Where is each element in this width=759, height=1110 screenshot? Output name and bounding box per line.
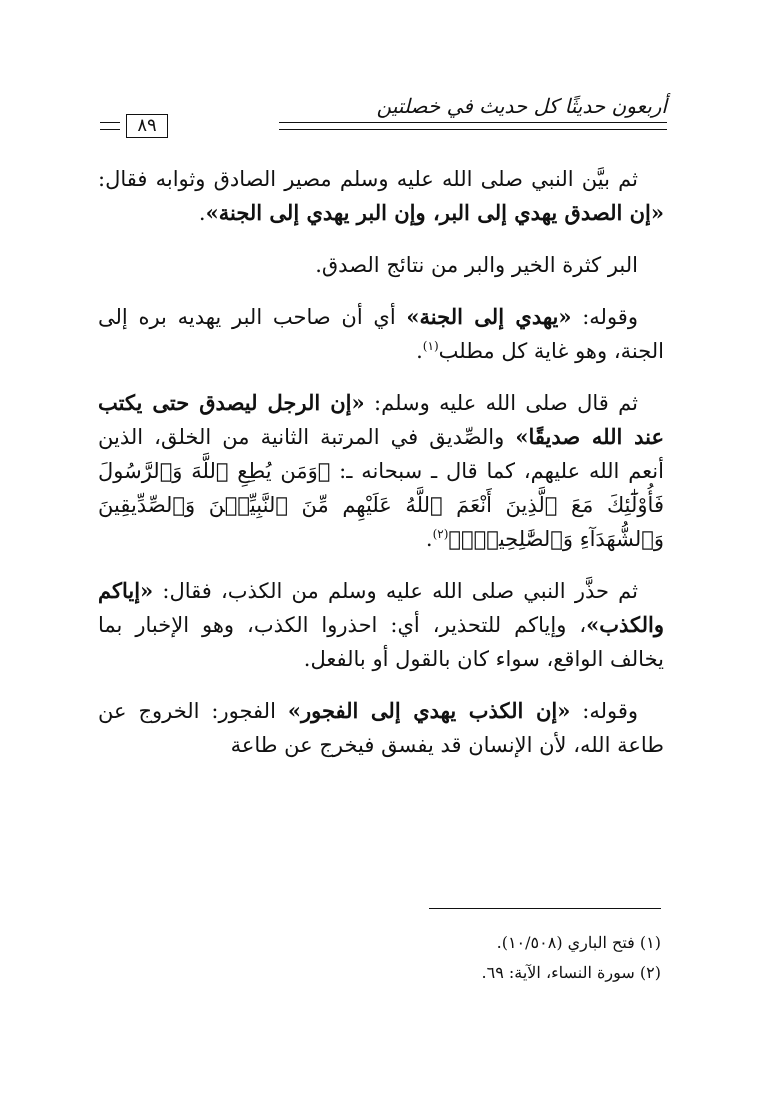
- header-rule: [279, 122, 667, 130]
- hadith-quote: «إن الرجل ليصدق حتى يكتب عند الله صديقًا»: [98, 390, 664, 449]
- quran-verse-context: والصِّديق في المرتبة الثانية من الخلق، الذين أنعم الله عليهم، كما قال ـ سبحانه ـ: ﴿وَمَن يُطِعِ ٱللَّهَ وَٱلرَّسُولَ فَأُوْلَٰٓئِكَ مَعَ ٱلَّذِينَ أَنْعَمَ ٱللَّهُ عَلَيْهِم مِّنَ ٱلنَّبِيِّـۧنَ وَٱلصِّدِّيقِينَ وَٱلشُّهَدَآءِ وَٱلصَّٰلِحِينَۚ﴾: [98, 425, 664, 551]
- header-rule-left: [100, 122, 120, 130]
- footnote-1: (١) فتح الباري (١٠/٥٠٨).: [496, 933, 661, 952]
- footnote-ref-2: (٢): [432, 527, 449, 541]
- footnote-separator: [429, 908, 661, 909]
- page-number: ٨٩: [126, 114, 168, 138]
- page-body: [98, 162, 664, 774]
- paragraph-3: وقوله: «يهدي إلى الجنة» أي أن صاحب البر يهديه بره إلى الجنة، وهو غاية كل مطلب$^{(١)}$.: [98, 304, 664, 363]
- footnotes: [95, 928, 661, 988]
- hadith-quote: «إن الصدق يهدي إلى البر، وإن البر يهدي إلى الجنة»: [205, 200, 664, 225]
- paragraph-5: ثم حذَّر النبي صلى الله عليه وسلم من الكذب، فقال: «إياكم والكذب»، وإياكم للتحذير، أي: احذروا الكذب، وهو الإخبار بما يخالف الواقع، سواء كان بالقول أو بالفعل.: [98, 578, 664, 671]
- footnote-ref-1: (١): [422, 339, 439, 353]
- footnote-2: (٢) سورة النساء، الآية: ٦٩.: [481, 963, 661, 982]
- paragraph-1: ثم بيَّن النبي صلى الله عليه وسلم مصير الصادق وثوابه فقال: «إن الصدق يهدي إلى البر، وإن البر يهدي إلى الجنة».: [98, 167, 664, 225]
- paragraph-2: البر كثرة الخير والبر من نتائج الصدق.: [315, 253, 638, 277]
- hadith-quote: «إن الكذب يهدي إلى الفجور»: [287, 698, 571, 723]
- paragraph-4: ثم قال صلى الله عليه وسلم: «إن الرجل ليصدق حتى يكتب عند الله صديقًا» والصِّديق في المرتبة الثانية من الخلق، الذين أنعم الله عليهم، كما قال ـ سبحانه ـ: ﴿وَمَن يُطِعِ ٱللَّهَ وَٱلرَّسُولَ فَأُوْلَٰٓئِكَ مَعَ ٱلَّذِينَ أَنْعَمَ ٱللَّهُ عَلَيْهِم مِّنَ ٱلنَّبِيِّـۧنَ وَٱلصِّدِّيقِينَ وَٱلشُّهَدَآءِ وَٱلصَّٰلِحِينَۚ﴾$^{(٢)}$.: [98, 390, 664, 551]
- running-title: أربعون حديثًا كل حديث في خصلتين: [376, 94, 667, 118]
- paragraph-6: وقوله: «إن الكذب يهدي إلى الفجور» الفجور: الخروج عن طاعة الله، لأن الإنسان قد يفسق فيخرج عن طاعة: [98, 698, 664, 757]
- hadith-quote: «إياكم والكذب»: [98, 578, 664, 637]
- hadith-quote: «يهدي إلى الجنة»: [406, 304, 572, 329]
